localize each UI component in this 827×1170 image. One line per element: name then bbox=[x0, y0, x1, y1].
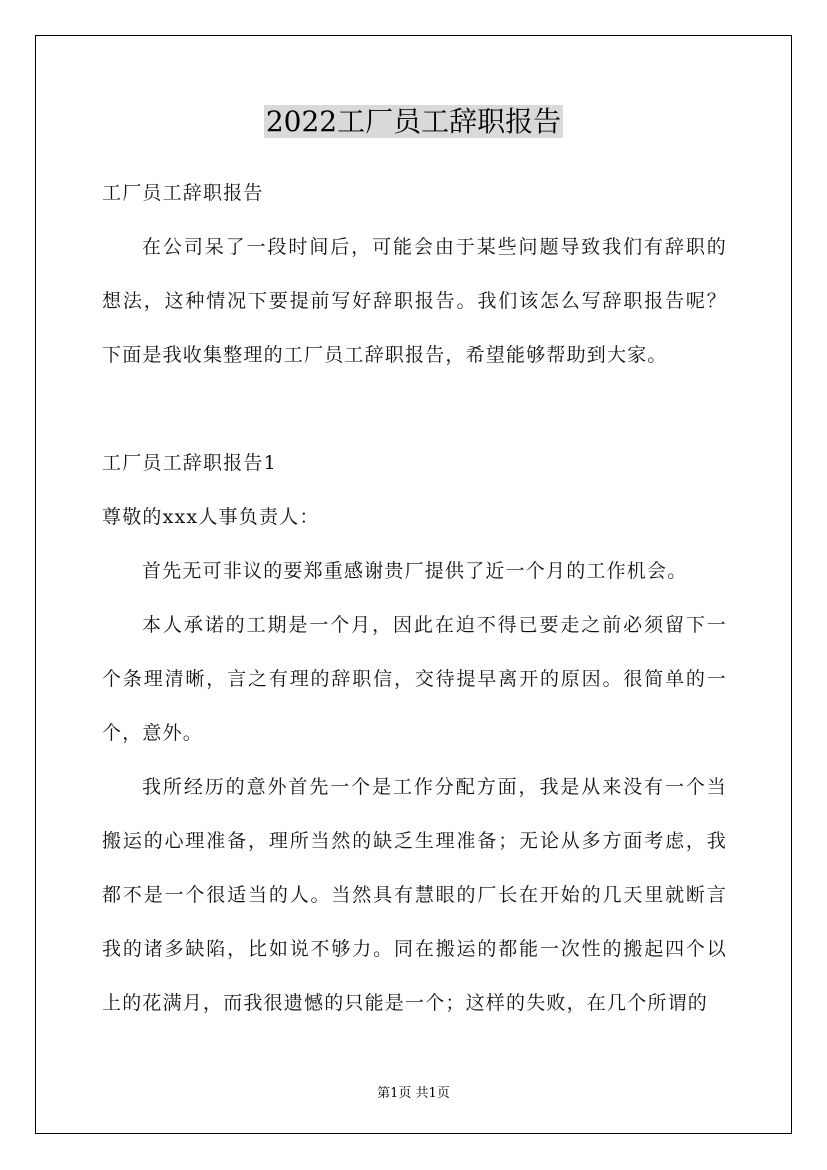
document-title bbox=[0, 100, 827, 144]
document-body bbox=[102, 166, 727, 1030]
page-footer: 第1页 共1页 bbox=[377, 1086, 450, 1101]
body-paragraph-3: 我所经历的意外首先一个是工作分配方面，我是从来没有一个当搬运的心理准备，理所当然的缺乏生理准备；无论从多方面考虑，我都不是一个很适当的人。当然具有慧眼的厂长在开始的几天里就断言我的诸多缺陷，比如说不够力。同在搬运的都能一次性的搬起四个以上的花满月，而我很遗憾的只能是一个；这样的失败，在几个所谓的 bbox=[102, 776, 727, 1014]
paragraph-gap bbox=[102, 382, 727, 436]
intro-paragraph: 在公司呆了一段时间后，可能会由于某些问题导致我们有辞职的想法，这种情况下要提前写好辞职报告。我们该怎么写辞职报告呢？下面是我收集整理的工厂员工辞职报告，希望能够帮助到大家。 bbox=[102, 236, 727, 366]
section-heading: 工厂员工辞职报告1 bbox=[102, 452, 277, 474]
title-text: 2022工厂员工辞职报告 bbox=[265, 105, 562, 138]
subtitle-paragraph: 工厂员工辞职报告 bbox=[102, 182, 264, 204]
body-paragraph-1: 首先无可非议的要郑重感谢贵厂提供了近一个月的工作机会。 bbox=[142, 560, 688, 582]
salutation-paragraph: 尊敬的xxx人事负责人： bbox=[102, 506, 320, 528]
body-paragraph-2: 本人承诺的工期是一个月，因此在迫不得已要走之前必须留下一个条理清晰，言之有理的辞职信，交待提早离开的原因。很简单的一个，意外。 bbox=[102, 614, 727, 744]
